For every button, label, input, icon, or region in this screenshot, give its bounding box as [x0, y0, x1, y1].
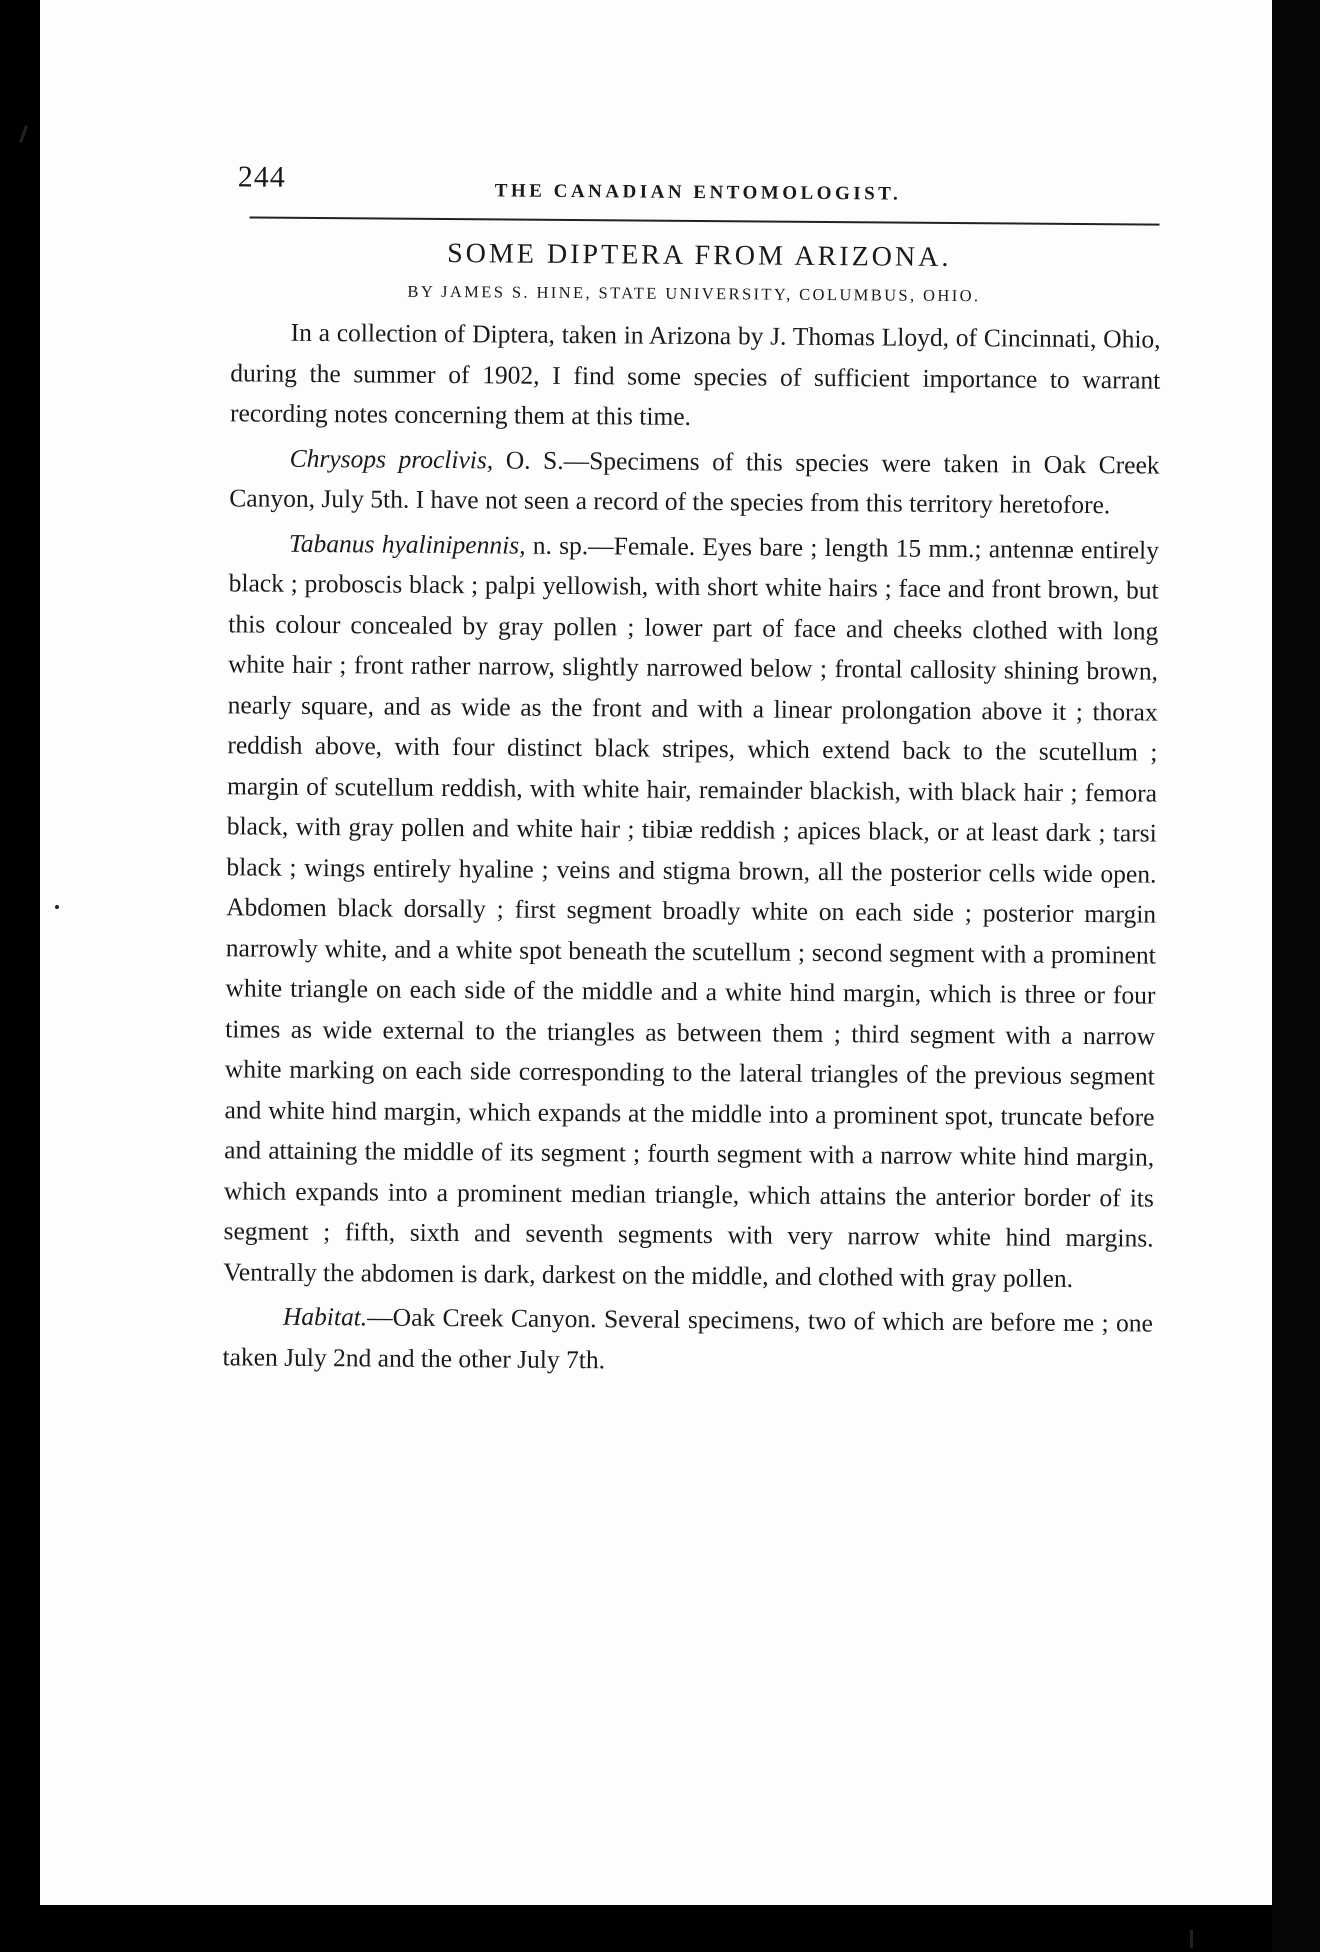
scan-speck [19, 125, 28, 143]
scan-border [1272, 0, 1320, 1952]
species-name-tabanus: Tabanus hyalinipennis, [288, 528, 526, 560]
scan-speck [1190, 1930, 1193, 1948]
habitat-paragraph [222, 1296, 1153, 1384]
article-title: SOME DIPTERA FROM ARIZONA. [447, 238, 952, 273]
habitat-label: Habitat. [282, 1301, 368, 1332]
habitat-text: —Oak Creek Canyon. Several specimens, two of which are before me ; one taken July 2nd and the other July 7th. [222, 1302, 1154, 1374]
scan-speck [55, 905, 59, 909]
running-head [190, 160, 1170, 218]
journal-title: THE CANADIAN ENTOMOLOGIST. [494, 180, 902, 205]
article-byline: BY JAMES S. HINE, STATE UNIVERSITY, COLUMBUS, OHIO. [407, 281, 981, 306]
species-name-chrysops: Chrysops proclivis, [289, 443, 494, 474]
page-number: 244 [237, 160, 286, 194]
intro-text: In a collection of Diptera, taken in Arizona by J. Thomas Lloyd, of Cincinnati, Ohio, during the summer of 1902, I find some species of sufficient importance to warrant recording notes concerning them at this time. [229, 317, 1161, 431]
header-rule [250, 216, 1160, 225]
tabanus-paragraph [223, 523, 1159, 1300]
chrysops-paragraph [229, 438, 1160, 526]
page-content [180, 160, 1170, 1385]
chrysops-text: O. S.—Specimens of this species were taken in Oak Creek Canyon, July 5th. I have not seen a record of the species from this territory heretofore. [229, 444, 1160, 520]
scanned-page [40, 0, 1272, 1905]
page-edge [1262, 30, 1272, 1900]
intro-paragraph [230, 312, 1161, 441]
tabanus-description: n. sp.—Female. Eyes bare ; length 15 mm.; antennæ entirely black ; proboscis black ; palpi yellowish, with short white hairs ; face and front brown, but this colour concealed by gray pollen ; lower part of face and cheeks clothed with long white hair ; front rather narrow, slightly narrowed below ; frontal callosity shining brown, nearly square, and as wide as the front and with a linear prolongation above it ; thorax reddish above, with four distinct black stripes, which extend back to the scutellum ; margin of scutellum reddish, with white hair, remainder blackish, with black hair ; femora black, with gray pollen and white hair ; tibiæ reddish ; apices black, or at least dark ; tarsi black ; wings entirely hyaline ; veins and stigma brown, all the posterior cells wide open. Abdomen black dorsally ; first segment broadly white on each side ; posterior margin narrowly white, and a white spot beneath the scutellum ; second segment with a prominent white triangle on each side of the middle and a white hind margin, which is three or four times as wide external to the triangles as between them ; third segment with a narrow white marking on each side corresponding to the lateral triangles of the previous segment and white hind margin, which expands at the middle into a prominent spot, truncate before and attaining the middle of its segment ; fourth segment with a narrow white hind margin, which expands into a prominent median triangle, which attains the anterior border of its segment ; fifth, sixth and seventh segments with very narrow white hind margins. Ventrally the abdomen is dark, darkest on the middle, and clothed with gray pollen. [223, 530, 1160, 1293]
